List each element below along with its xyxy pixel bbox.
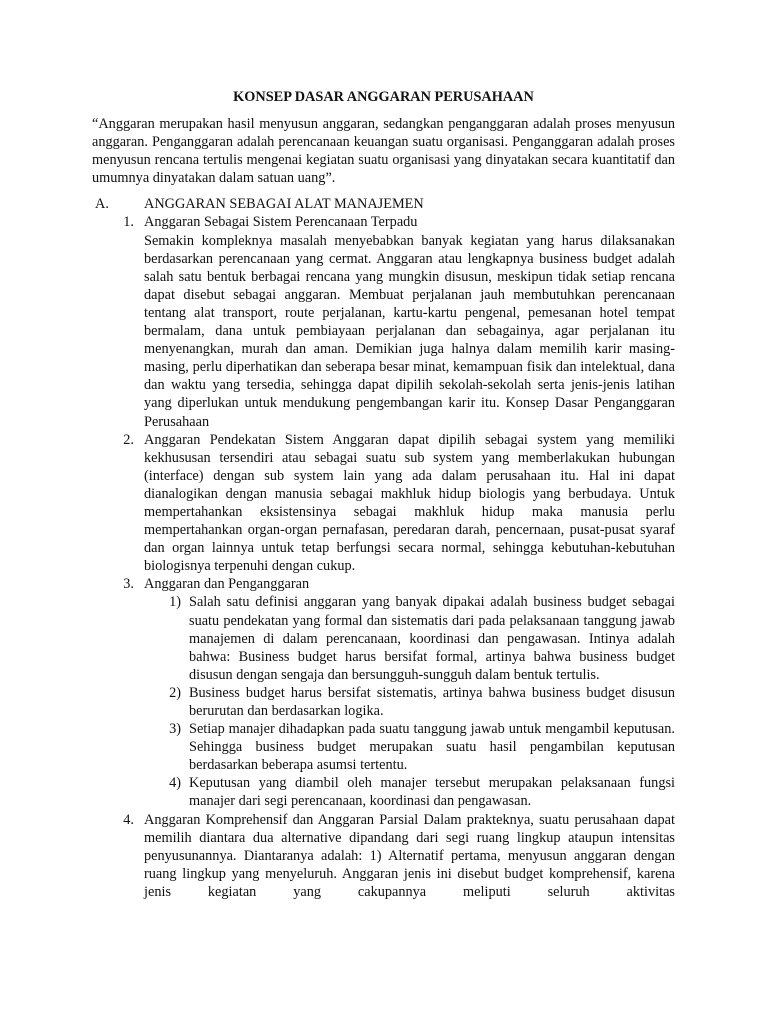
subitem-2-text: Business budget harus bersifat sistematis, artinya bahwa business budget disusun berurutan dan berdasarkan logika. <box>189 684 675 719</box>
subitem-4 <box>144 774 675 810</box>
item-3 <box>92 575 675 593</box>
item-1 <box>92 213 675 231</box>
item-3-marker: 3. <box>123 576 134 593</box>
item-1-paragraph: Semakin kompleknya masalah menyebabkan banyak kegiatan yang harus dilaksanakan berdasarkan perencanaan yang cermat. Anggaran atau lengkapnya business budget adalah salah satu bentuk berbagai rencana yang mungkin disusun, meskipun tidak setiap rencana dapat disebut sebagai anggaran. Membuat perjalanan jauh membutuhkan perencanaan tentang alat transport, route perjalanan, kartu-kartu pengenal, pemesanan hotel tempat bermalam, dana untuk pembiayaan perjalanan dan sebagainya, agar perjalanan itu menyenangkan, murah dan aman. Demikian juga halnya dalam memilih karir masing-masing, perlu diperhatikan dan seberapa besar minat, kemampuan fisik dan intelektual, dana dan waktu yang tersedia, sehingga dapat dipilih sekolah-sekolah serta jenis-jenis latihan yang diperlukan untuk mendukung pengembangan karir itu. Konsep Dasar Penganggaran Perusahaan <box>144 232 675 430</box>
item-4-paragraph: Anggaran Komprehensif dan Anggaran Parsial Dalam prakteknya, suatu perusahaan dapat memilih diantara dua alternative dipandang dari segi ruang lingkup ataupun intensitas penyusunannya. Diantaranya adalah: 1) Alternatif pertama, menyusun anggaran dengan ruang lingkup yang menyeluruh. Anggaran jenis ini disebut budget komprehensif, karena jenis kegiatan yang cakupannya meliputi seluruh aktivitas <box>144 811 675 900</box>
item-2-marker: 2. <box>123 431 134 448</box>
subitem-1 <box>144 593 675 683</box>
subitem-2-marker: 2) <box>169 684 181 701</box>
item-1-heading: Anggaran Sebagai Sistem Perencanaan Terpadu <box>144 214 418 231</box>
item-1-marker: 1. <box>123 214 134 231</box>
subitem-2 <box>144 684 675 720</box>
item-4-marker: 4. <box>123 811 134 828</box>
subitem-3-marker: 3) <box>169 721 181 738</box>
intro-paragraph: “Anggaran merupakan hasil menyusun anggaran, sedangkan penganggaran adalah proses menyusun anggaran. Penganggaran adalah perencanaan keuangan suatu organisasi. Penganggaran adalah proses menyusun rencana tertulis mengenai kegiatan suatu organisasi yang dinyatakan secara kuantitatif dan umumnya dinyatakan dalam satuan uang”. <box>92 116 675 187</box>
section-a-title: ANGGARAN SEBAGAI ALAT MANAJEMEN <box>144 196 424 213</box>
subitem-3-text: Setiap manajer dihadapkan pada suatu tanggung jawab untuk mengambil keputusan. Sehingga business budget merupakan suatu hasil pengambilan keputusan berdasarkan beberapa asumsi tertentu. <box>189 721 675 774</box>
document-title: KONSEP DASAR ANGGARAN PERUSAHAAN <box>233 89 534 105</box>
section-a-heading <box>92 195 675 213</box>
item-2-paragraph: Anggaran Pendekatan Sistem Anggaran dapat dipilih sebagai system yang memiliki kekhususan tersendiri atau sebagai suatu sub system yang memberlakukan hubungan (interface) dengan sub system lain yang ada dalam perusahaan itu. Hal ini dapat dianalogikan dengan manusia sebagai makhluk hidup biologis yang berbudaya. Untuk mempertahankan eksistensinya sebagai makhluk hidup maka manusia perlu mempertahankan organ-organ pernafasan, peredaran darah, pencernaan, pusat-pusat syaraf dan organ lainnya untuk tetap berfungsi secara normal, sehingga kebutuhan-kebutuhan biologisnya terpenuhi dengan cukup. <box>144 431 675 575</box>
subitem-3 <box>144 720 675 774</box>
item-2 <box>92 431 675 576</box>
subitem-4-text: Keputusan yang diambil oleh manajer tersebut merupakan pelaksanaan fungsi manajer dari segi perencanaan, koordinasi dan pengawasan. <box>189 775 675 810</box>
subitem-1-marker: 1) <box>169 594 181 611</box>
subitem-4-marker: 4) <box>169 775 181 792</box>
section-a-marker: A. <box>95 196 109 213</box>
subitem-1-text: Salah satu definisi anggaran yang banyak dipakai adalah business budget sebagai suatu pendekatan yang formal dan sistematis dari pada pelaksanaan tanggung jawab manajemen di dalam perencanaan, koordinasi dan pengawasan. Intinya adalah bahwa: Business budget harus bersifat formal, artinya bahwa business budget disusun dengan sengaja dan bersungguh-sungguh dalam bentuk tertulis. <box>189 594 675 683</box>
item-3-heading: Anggaran dan Penganggaran <box>144 576 310 593</box>
item-4 <box>92 811 675 901</box>
